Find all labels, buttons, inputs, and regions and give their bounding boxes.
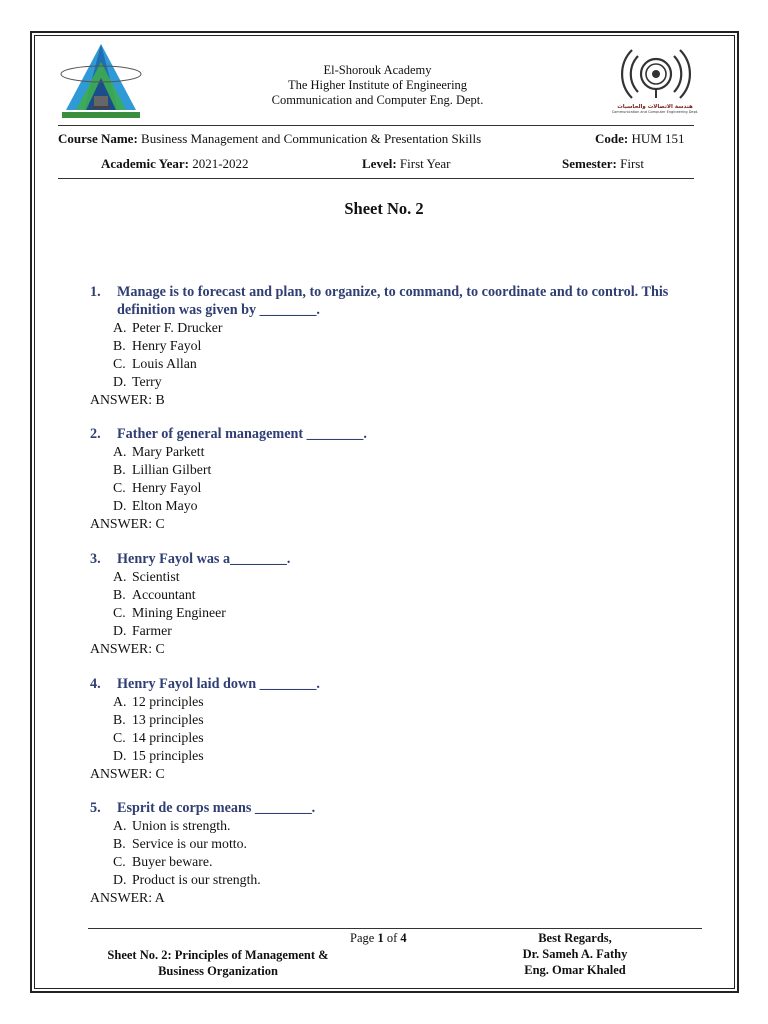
options-list — [113, 319, 710, 391]
author-name: Eng. Omar Khaled — [524, 963, 626, 977]
options-list — [113, 817, 710, 889]
option-b: B. 13 principles — [113, 712, 204, 727]
semester-line: Semester: First — [562, 156, 644, 171]
answer: ANSWER: B — [90, 392, 165, 407]
question-1 — [90, 283, 710, 409]
option-c: C. Buyer beware. — [113, 854, 213, 869]
options-list — [113, 443, 710, 515]
options-list — [113, 568, 710, 640]
option-b: B. Service is our motto. — [113, 836, 247, 851]
header-divider-bottom — [58, 178, 694, 179]
question-number: 1. — [90, 284, 101, 300]
page-number: Page 1 of 4 — [350, 931, 407, 945]
option-a: A. Peter F. Drucker — [113, 320, 223, 335]
course-code-line: Code: HUM 151 — [595, 131, 685, 146]
option-b: B. Accountant — [113, 587, 196, 602]
option-c: C. Louis Allan — [113, 356, 197, 371]
question-number: 3. — [90, 551, 101, 567]
option-b: B. Henry Fayol — [113, 338, 202, 353]
option-b: B. Lillian Gilbert — [113, 462, 212, 477]
question-number: 4. — [90, 676, 101, 692]
footer-divider — [88, 928, 702, 929]
option-d: D. Terry — [113, 374, 162, 389]
level-line: Level: First Year — [362, 156, 451, 171]
academy-logo — [58, 42, 144, 122]
semester: First — [620, 156, 644, 171]
question-text: Esprit de corps means ________. — [117, 800, 316, 816]
option-c: C. Henry Fayol — [113, 480, 202, 495]
question-text: Henry Fayol was a________. — [117, 551, 291, 567]
author-name: Dr. Sameh A. Fathy — [522, 947, 628, 961]
course-name-line: Course Name: Business Management and Communication & Presentation Skills — [58, 131, 482, 146]
option-a: A. 12 principles — [113, 694, 204, 709]
department-logo-caption: هندسة الاتصالات والحاسبات Communication and Computer Engineering Dept. — [611, 104, 699, 114]
option-d: D. Farmer — [113, 623, 172, 638]
question-4 — [90, 675, 710, 783]
header-divider-top — [58, 125, 694, 126]
option-c: C. Mining Engineer — [113, 605, 226, 620]
sheet-title: Sheet No. 2 — [344, 199, 424, 218]
question-number: 5. — [90, 800, 101, 816]
course-name: Business Management and Communication & Presentation Skills — [141, 131, 482, 146]
option-a: A. Mary Parkett — [113, 444, 205, 459]
question-2 — [90, 425, 710, 533]
option-c: C. 14 principles — [113, 730, 204, 745]
option-d: D. Product is our strength. — [113, 872, 261, 887]
footer-sheet-title: Sheet No. 2: Principles of Management & Business Organization — [107, 948, 329, 978]
question-number: 2. — [90, 426, 101, 442]
answer: ANSWER: C — [90, 516, 165, 531]
course-code: HUM 151 — [631, 131, 685, 146]
option-d: D. Elton Mayo — [113, 498, 198, 513]
footer-signature: Best Regards, Dr. Sameh A. Fathy Eng. Omar Khaled — [500, 930, 650, 978]
question-text: Henry Fayol laid down ________. — [117, 676, 320, 692]
institution-name: El-Shorouk Academy — [323, 63, 432, 77]
question-text: Father of general management ________. — [117, 426, 367, 442]
option-a: A. Scientist — [113, 569, 180, 584]
options-list — [113, 693, 710, 765]
option-d: D. 15 principles — [113, 748, 204, 763]
question-text: Manage is to forecast and plan, to organize, to command, to coordinate and to control. This definition was given by ________. — [117, 284, 669, 318]
institution-block — [200, 63, 555, 108]
answer: ANSWER: A — [90, 890, 165, 905]
question-3 — [90, 550, 710, 658]
academic-year: 2021-2022 — [192, 156, 249, 171]
option-a: A. Union is strength. — [113, 818, 231, 833]
question-5 — [90, 799, 710, 907]
answer: ANSWER: C — [90, 766, 165, 781]
institute-name: The Higher Institute of Engineering — [287, 78, 468, 92]
level: First Year — [399, 156, 451, 171]
academic-year-line: Academic Year: 2021-2022 — [101, 156, 249, 171]
department-name: Communication and Computer Eng. Dept. — [271, 93, 484, 107]
answer: ANSWER: C — [90, 641, 165, 656]
